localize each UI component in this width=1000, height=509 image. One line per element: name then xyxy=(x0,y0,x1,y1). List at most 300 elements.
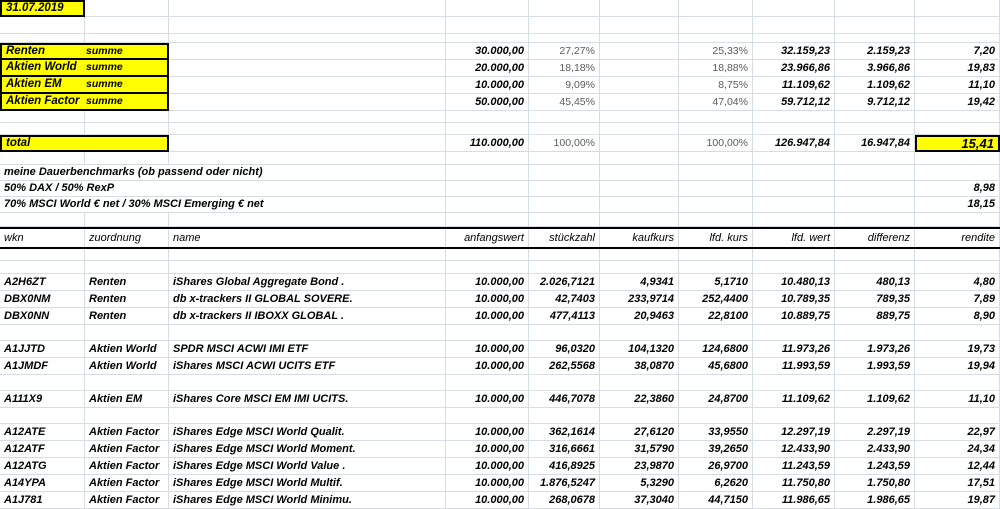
cell-lfd_kurs[interactable]: 39,2650 xyxy=(679,441,753,458)
cell-anfangswert[interactable]: 10.000,00 xyxy=(446,424,529,441)
category-sub-label: summe xyxy=(86,95,123,108)
cell-wkn[interactable]: DBX0NM xyxy=(0,291,85,308)
empty-cell xyxy=(679,325,753,341)
empty-cell xyxy=(753,261,835,274)
category-sub-label: summe xyxy=(86,61,123,74)
cell-name[interactable]: iShares Global Aggregate Bond . xyxy=(169,274,446,291)
empty-cell xyxy=(446,249,529,261)
cell-kaufkurs[interactable]: 27,6120 xyxy=(600,424,679,441)
cell-anfangswert[interactable]: 10.000,00 xyxy=(446,441,529,458)
cell-anteil-soll[interactable]: 9,09% xyxy=(529,77,600,94)
summary-row xyxy=(0,77,1000,94)
empty-cell xyxy=(753,249,835,261)
cell-anfangswert[interactable]: 10.000,00 xyxy=(446,274,529,291)
empty-cell xyxy=(600,34,679,43)
table-row xyxy=(0,391,1000,408)
cell-anteil-ist[interactable]: 47,04% xyxy=(679,94,753,111)
cell-differenz[interactable]: 789,35 xyxy=(835,291,915,308)
cell-lfd_kurs[interactable]: 44,7150 xyxy=(679,492,753,509)
empty-cell xyxy=(446,181,529,197)
cell-lfd_wert[interactable]: 11.109,62 xyxy=(753,391,835,408)
empty-cell xyxy=(85,249,169,261)
total-cell[interactable] xyxy=(0,135,169,152)
cell-rendite[interactable]: 19,83 xyxy=(915,60,1000,77)
cell-rendite[interactable]: 7,89 xyxy=(915,291,1000,308)
cell-lfd_wert[interactable]: 11.993,59 xyxy=(753,358,835,375)
empty-cell xyxy=(600,111,679,123)
cell-stueckzahl[interactable]: 262,5568 xyxy=(529,358,600,375)
cell-anfangswert[interactable]: 10.000,00 xyxy=(446,492,529,509)
cell-wkn[interactable]: A1J781 xyxy=(0,492,85,509)
cell-zuordnung[interactable]: Renten xyxy=(85,308,169,325)
cell-rendite[interactable]: 7,20 xyxy=(915,43,1000,60)
empty-cell xyxy=(835,213,915,227)
cell-rendite[interactable]: 24,34 xyxy=(915,441,1000,458)
cell-rendite[interactable]: 4,80 xyxy=(915,274,1000,291)
cell-differenz[interactable]: 1.986,65 xyxy=(835,492,915,509)
empty-cell xyxy=(915,152,1000,165)
empty-cell xyxy=(679,111,753,123)
table-row xyxy=(0,358,1000,375)
cell-wkn[interactable]: A111X9 xyxy=(0,391,85,408)
empty-cell xyxy=(835,152,915,165)
category-label: Aktien World xyxy=(6,60,77,73)
empty-cell xyxy=(169,43,446,60)
empty-cell xyxy=(679,408,753,424)
empty-cell xyxy=(753,213,835,227)
empty-cell xyxy=(446,152,529,165)
cell-lfd_kurs[interactable]: 6,2620 xyxy=(679,475,753,492)
cell-wkn[interactable]: DBX0NN xyxy=(0,308,85,325)
empty-cell xyxy=(0,34,85,43)
column-header-rendite[interactable]: rendite xyxy=(915,229,1000,247)
cell-wkn[interactable]: A2H6ZT xyxy=(0,274,85,291)
empty-cell xyxy=(529,123,600,135)
cell-kaufkurs[interactable]: 22,3860 xyxy=(600,391,679,408)
empty-cell xyxy=(915,0,1000,17)
empty-cell xyxy=(169,213,446,227)
cell-lfd_kurs[interactable]: 24,8700 xyxy=(679,391,753,408)
cell-stueckzahl[interactable]: 42,7403 xyxy=(529,291,600,308)
cell-anteil-soll[interactable]: 27,27% xyxy=(529,43,600,60)
empty-cell xyxy=(679,152,753,165)
empty-cell xyxy=(0,408,85,424)
cell-differenz[interactable]: 1.750,80 xyxy=(835,475,915,492)
cell-stueckzahl[interactable]: 362,1614 xyxy=(529,424,600,441)
empty-cell xyxy=(169,408,446,424)
empty-cell xyxy=(169,34,446,43)
cell-differenz[interactable]: 16.947,84 xyxy=(835,135,915,152)
empty-cell xyxy=(446,165,529,181)
empty-cell xyxy=(915,325,1000,341)
empty-cell xyxy=(529,325,600,341)
cell-anfangswert[interactable]: 20.000,00 xyxy=(446,60,529,77)
cell-lfd-wert[interactable]: 32.159,23 xyxy=(753,43,835,60)
cell-lfd_wert[interactable]: 11.243,59 xyxy=(753,458,835,475)
category-cell[interactable] xyxy=(0,94,169,111)
column-header-kaufkurs[interactable]: kaufkurs xyxy=(600,229,679,247)
empty-cell xyxy=(753,165,835,181)
table-row xyxy=(0,458,1000,475)
empty-cell xyxy=(679,165,753,181)
empty-cell xyxy=(679,17,753,34)
column-header-stueckzahl[interactable]: stückzahl xyxy=(529,229,600,247)
empty-cell xyxy=(915,249,1000,261)
cell-rendite[interactable]: 12,44 xyxy=(915,458,1000,475)
cell-stueckzahl[interactable]: 2.026,7121 xyxy=(529,274,600,291)
empty-cell xyxy=(529,249,600,261)
empty-cell xyxy=(446,17,529,34)
cell-anfangswert[interactable]: 10.000,00 xyxy=(446,458,529,475)
cell-lfd_wert[interactable]: 10.480,13 xyxy=(753,274,835,291)
cell-lfd_wert[interactable]: 12.433,90 xyxy=(753,441,835,458)
column-header-zuordnung[interactable]: zuordnung xyxy=(85,229,169,247)
cell-zuordnung[interactable]: Aktien World xyxy=(85,358,169,375)
empty-cell xyxy=(85,111,169,123)
cell-zuordnung[interactable]: Aktien World xyxy=(85,341,169,358)
cell-wkn[interactable]: A1JJTD xyxy=(0,341,85,358)
empty-cell xyxy=(85,17,169,34)
empty-cell xyxy=(446,375,529,391)
cell-anfangswert[interactable]: 110.000,00 xyxy=(446,135,529,152)
spacer-row xyxy=(0,375,1000,391)
empty-cell xyxy=(753,0,835,17)
cell-kaufkurs[interactable]: 31,5790 xyxy=(600,441,679,458)
category-sub-label: summe xyxy=(86,45,123,58)
empty-cell xyxy=(600,94,679,111)
empty-cell xyxy=(169,111,446,123)
cell-differenz[interactable]: 3.966,86 xyxy=(835,60,915,77)
empty-cell xyxy=(679,249,753,261)
empty-cell xyxy=(0,111,85,123)
table-row xyxy=(0,274,1000,291)
empty-cell xyxy=(85,34,169,43)
cell-anfangswert[interactable]: 10.000,00 xyxy=(446,391,529,408)
cell-kaufkurs[interactable]: 4,9341 xyxy=(600,274,679,291)
cell-zuordnung[interactable]: Aktien EM xyxy=(85,391,169,408)
cell-rendite[interactable]: 8,90 xyxy=(915,308,1000,325)
cell-differenz[interactable]: 1.973,26 xyxy=(835,341,915,358)
cell-kaufkurs[interactable]: 37,3040 xyxy=(600,492,679,509)
empty-cell xyxy=(835,111,915,123)
cell-name[interactable]: iShares Edge MSCI World Value . xyxy=(169,458,446,475)
empty-cell xyxy=(446,261,529,274)
empty-cell xyxy=(529,165,600,181)
cell-differenz[interactable]: 2.159,23 xyxy=(835,43,915,60)
empty-cell xyxy=(835,375,915,391)
empty-cell xyxy=(600,249,679,261)
cell-name[interactable]: db x-trackers II IBOXX GLOBAL . xyxy=(169,308,446,325)
summary-row xyxy=(0,94,1000,111)
table-row xyxy=(0,475,1000,492)
empty-cell xyxy=(600,261,679,274)
empty-cell xyxy=(835,165,915,181)
category-cell[interactable] xyxy=(0,43,169,60)
cell-name[interactable]: iShares Edge MSCI World Qualit. xyxy=(169,424,446,441)
empty-cell xyxy=(679,261,753,274)
empty-cell xyxy=(169,60,446,77)
cell-kaufkurs[interactable]: 104,1320 xyxy=(600,341,679,358)
summary-row xyxy=(0,60,1000,77)
empty-cell xyxy=(753,197,835,213)
cell-rendite[interactable]: 8,98 xyxy=(915,181,1000,197)
empty-cell xyxy=(915,408,1000,424)
column-header-differenz[interactable]: differenz xyxy=(835,229,915,247)
column-header-lfd_kurs[interactable]: lfd. kurs xyxy=(679,229,753,247)
cell-differenz[interactable]: 2.433,90 xyxy=(835,441,915,458)
cell-lfd_kurs[interactable]: 5,1710 xyxy=(679,274,753,291)
cell-rendite[interactable]: 22,97 xyxy=(915,424,1000,441)
empty-cell xyxy=(0,261,85,274)
empty-cell xyxy=(169,123,446,135)
cell-rendite-total[interactable]: 15,41 xyxy=(915,135,1000,152)
cell-wkn[interactable]: A1JMDF xyxy=(0,358,85,375)
empty-cell xyxy=(753,111,835,123)
date-cell[interactable]: 31.07.2019 xyxy=(0,0,85,17)
empty-cell xyxy=(915,165,1000,181)
empty-cell xyxy=(529,197,600,213)
cell-differenz[interactable]: 1.109,62 xyxy=(835,391,915,408)
cell-rendite[interactable]: 11,10 xyxy=(915,391,1000,408)
cell-anteil-soll[interactable]: 100,00% xyxy=(529,135,600,152)
empty-cell xyxy=(0,17,85,34)
cell-lfd-wert[interactable]: 23.966,86 xyxy=(753,60,835,77)
cell-anteil-ist[interactable]: 100,00% xyxy=(679,135,753,152)
cell-rendite[interactable]: 19,73 xyxy=(915,341,1000,358)
cell-lfd_kurs[interactable]: 252,4400 xyxy=(679,291,753,308)
cell-rendite[interactable]: 11,10 xyxy=(915,77,1000,94)
cell-zuordnung[interactable]: Renten xyxy=(85,291,169,308)
cell-lfd_kurs[interactable]: 22,8100 xyxy=(679,308,753,325)
cell-anfangswert[interactable]: 10.000,00 xyxy=(446,358,529,375)
empty-cell xyxy=(600,17,679,34)
empty-cell xyxy=(169,0,446,17)
empty-cell xyxy=(169,249,446,261)
cell-rendite[interactable]: 17,51 xyxy=(915,475,1000,492)
cell-anfangswert[interactable]: 10.000,00 xyxy=(446,77,529,94)
cell-differenz[interactable]: 889,75 xyxy=(835,308,915,325)
empty-cell xyxy=(446,213,529,227)
empty-cell xyxy=(835,17,915,34)
empty-cell xyxy=(753,123,835,135)
empty-cell xyxy=(600,152,679,165)
empty-cell xyxy=(0,375,85,391)
column-header-wkn[interactable]: wkn xyxy=(0,229,85,247)
cell-anfangswert[interactable]: 10.000,00 xyxy=(446,308,529,325)
benchmark-title[interactable]: meine Dauerbenchmarks (ob passend oder nicht) xyxy=(0,165,446,181)
cell-stueckzahl[interactable]: 268,0678 xyxy=(529,492,600,509)
cell-lfd-wert[interactable]: 59.712,12 xyxy=(753,94,835,111)
category-cell[interactable] xyxy=(0,77,169,94)
empty-cell xyxy=(835,249,915,261)
spacer-row xyxy=(0,111,1000,123)
cell-lfd_wert[interactable]: 10.789,35 xyxy=(753,291,835,308)
cell-name[interactable]: iShares Edge MSCI World Minimu. xyxy=(169,492,446,509)
cell-name[interactable]: iShares MSCI ACWI UCITS ETF xyxy=(169,358,446,375)
table-row xyxy=(0,441,1000,458)
cell-stueckzahl[interactable]: 446,7078 xyxy=(529,391,600,408)
cell-lfd_wert[interactable]: 12.297,19 xyxy=(753,424,835,441)
empty-cell xyxy=(915,261,1000,274)
cell-stueckzahl[interactable]: 96,0320 xyxy=(529,341,600,358)
category-label: Aktien Factor xyxy=(6,94,80,107)
empty-cell xyxy=(915,111,1000,123)
empty-cell xyxy=(529,213,600,227)
category-label: Aktien EM xyxy=(6,77,62,90)
cell-differenz[interactable]: 9.712,12 xyxy=(835,94,915,111)
cell-name[interactable]: SPDR MSCI ACWI IMI ETF xyxy=(169,341,446,358)
cell-anteil-soll[interactable]: 18,18% xyxy=(529,60,600,77)
cell-rendite[interactable]: 19,87 xyxy=(915,492,1000,509)
column-header-name[interactable]: name xyxy=(169,229,446,247)
cell-kaufkurs[interactable]: 20,9463 xyxy=(600,308,679,325)
cell-differenz[interactable]: 1.993,59 xyxy=(835,358,915,375)
empty-cell xyxy=(835,123,915,135)
cell-name[interactable]: db x-trackers II GLOBAL SOVERE. xyxy=(169,291,446,308)
cell-lfd_wert[interactable]: 10.889,75 xyxy=(753,308,835,325)
empty-cell xyxy=(169,261,446,274)
cell-differenz[interactable]: 480,13 xyxy=(835,274,915,291)
empty-cell xyxy=(446,0,529,17)
empty-cell xyxy=(0,123,85,135)
spacer-row xyxy=(0,408,1000,424)
cell-anteil-ist[interactable]: 8,75% xyxy=(679,77,753,94)
empty-cell xyxy=(169,325,446,341)
empty-cell xyxy=(835,197,915,213)
cell-lfd_wert[interactable]: 11.750,80 xyxy=(753,475,835,492)
cell-differenz[interactable]: 2.297,19 xyxy=(835,424,915,441)
cell-zuordnung[interactable]: Aktien Factor xyxy=(85,492,169,509)
cell-anfangswert[interactable]: 50.000,00 xyxy=(446,94,529,111)
empty-cell xyxy=(85,408,169,424)
cell-wkn[interactable]: A12ATG xyxy=(0,458,85,475)
cell-kaufkurs[interactable]: 5,3290 xyxy=(600,475,679,492)
cell-differenz[interactable]: 1.109,62 xyxy=(835,77,915,94)
cell-lfd_kurs[interactable]: 26,9700 xyxy=(679,458,753,475)
cell-kaufkurs[interactable]: 233,9714 xyxy=(600,291,679,308)
benchmark-label[interactable]: 50% DAX / 50% RexP xyxy=(0,181,446,197)
cell-lfd-wert[interactable]: 11.109,62 xyxy=(753,77,835,94)
empty-cell xyxy=(85,375,169,391)
empty-cell xyxy=(835,325,915,341)
cell-zuordnung[interactable]: Renten xyxy=(85,274,169,291)
table-row xyxy=(0,492,1000,509)
cell-anteil-soll[interactable]: 45,45% xyxy=(529,94,600,111)
benchmark-label[interactable]: 70% MSCI World € net / 30% MSCI Emerging € net xyxy=(0,197,446,213)
cell-zuordnung[interactable]: Aktien Factor xyxy=(85,424,169,441)
empty-cell xyxy=(446,123,529,135)
empty-cell xyxy=(600,325,679,341)
empty-cell xyxy=(753,152,835,165)
cell-zuordnung[interactable]: Aktien Factor xyxy=(85,458,169,475)
cell-stueckzahl[interactable]: 316,6661 xyxy=(529,441,600,458)
summary-row xyxy=(0,43,1000,60)
spacer-row xyxy=(0,152,1000,165)
spacer-row xyxy=(0,17,1000,34)
cell-differenz[interactable]: 1.243,59 xyxy=(835,458,915,475)
total-row xyxy=(0,135,1000,152)
cell-name[interactable]: iShares Edge MSCI World Multif. xyxy=(169,475,446,492)
cell-stueckzahl[interactable]: 477,4113 xyxy=(529,308,600,325)
cell-anteil-ist[interactable]: 25,33% xyxy=(679,43,753,60)
cell-anfangswert[interactable]: 10.000,00 xyxy=(446,341,529,358)
empty-cell xyxy=(529,375,600,391)
cell-lfd_wert[interactable]: 11.973,26 xyxy=(753,341,835,358)
cell-anteil-ist[interactable]: 18,88% xyxy=(679,60,753,77)
empty-cell xyxy=(600,43,679,60)
empty-cell xyxy=(169,152,446,165)
cell-name[interactable]: iShares Edge MSCI World Moment. xyxy=(169,441,446,458)
cell-anfangswert[interactable]: 10.000,00 xyxy=(446,291,529,308)
empty-cell xyxy=(85,261,169,274)
empty-cell xyxy=(446,325,529,341)
cell-stueckzahl[interactable]: 416,8925 xyxy=(529,458,600,475)
empty-cell xyxy=(85,152,169,165)
category-cell[interactable] xyxy=(0,60,169,77)
benchmark-row xyxy=(0,197,1000,213)
empty-cell xyxy=(0,213,85,227)
empty-cell xyxy=(446,111,529,123)
cell-name[interactable]: iShares Core MSCI EM IMI UCITS. xyxy=(169,391,446,408)
empty-cell xyxy=(679,123,753,135)
empty-cell xyxy=(85,213,169,227)
empty-cell xyxy=(679,181,753,197)
cell-anfangswert[interactable]: 10.000,00 xyxy=(446,475,529,492)
empty-cell xyxy=(529,181,600,197)
cell-lfd_kurs[interactable]: 33,9550 xyxy=(679,424,753,441)
cell-lfd_kurs[interactable]: 45,6800 xyxy=(679,358,753,375)
column-header-lfd_wert[interactable]: lfd. wert xyxy=(753,229,835,247)
empty-cell xyxy=(0,325,85,341)
cell-wkn[interactable]: A12ATF xyxy=(0,441,85,458)
empty-cell xyxy=(679,375,753,391)
category-label: Renten xyxy=(6,44,45,57)
cell-stueckzahl[interactable]: 1.876,5247 xyxy=(529,475,600,492)
cell-wkn[interactable]: A12ATE xyxy=(0,424,85,441)
table-row xyxy=(0,341,1000,358)
empty-cell xyxy=(529,111,600,123)
cell-zuordnung[interactable]: Aktien Factor xyxy=(85,441,169,458)
empty-cell xyxy=(835,408,915,424)
empty-cell xyxy=(679,213,753,227)
cell-kaufkurs[interactable]: 38,0870 xyxy=(600,358,679,375)
empty-cell xyxy=(835,34,915,43)
cell-rendite[interactable]: 19,94 xyxy=(915,358,1000,375)
empty-cell xyxy=(529,261,600,274)
empty-cell xyxy=(529,408,600,424)
cell-lfd_wert[interactable]: 11.986,65 xyxy=(753,492,835,509)
cell-anfangswert[interactable]: 30.000,00 xyxy=(446,43,529,60)
empty-cell xyxy=(753,375,835,391)
cell-rendite[interactable]: 18,15 xyxy=(915,197,1000,213)
table-row xyxy=(0,291,1000,308)
empty-cell xyxy=(915,17,1000,34)
empty-cell xyxy=(169,94,446,111)
cell-lfd-wert[interactable]: 126.947,84 xyxy=(753,135,835,152)
empty-cell xyxy=(85,0,169,17)
table-row xyxy=(0,308,1000,325)
cell-kaufkurs[interactable]: 23,9870 xyxy=(600,458,679,475)
empty-cell xyxy=(600,181,679,197)
column-header-anfangswert[interactable]: anfangswert xyxy=(446,229,529,247)
empty-cell xyxy=(169,77,446,94)
cell-wkn[interactable]: A14YPA xyxy=(0,475,85,492)
cell-rendite[interactable]: 19,42 xyxy=(915,94,1000,111)
empty-cell xyxy=(600,165,679,181)
cell-zuordnung[interactable]: Aktien Factor xyxy=(85,475,169,492)
cell-lfd_kurs[interactable]: 124,6800 xyxy=(679,341,753,358)
empty-cell xyxy=(835,181,915,197)
